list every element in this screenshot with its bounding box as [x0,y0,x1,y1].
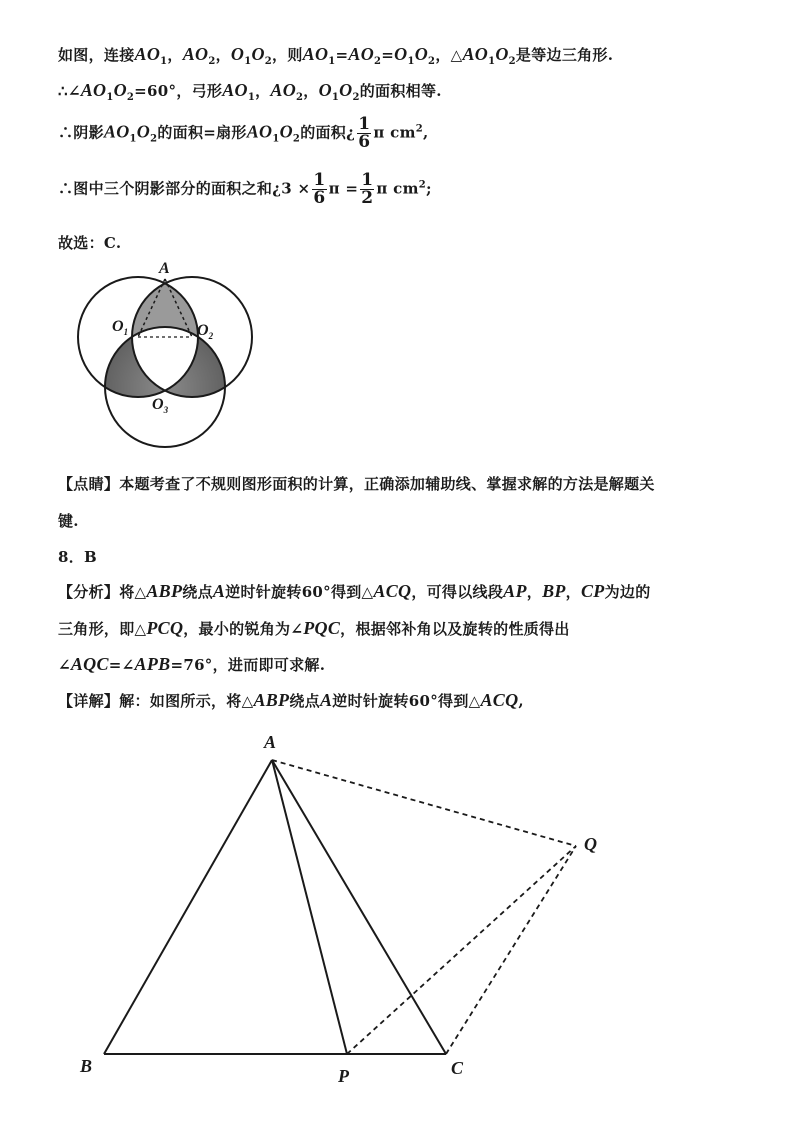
shaded-region-top [60,255,270,465]
label-o3: $O_3$ [152,396,169,415]
segment-ac [272,760,446,1054]
label-o2: $O_2$ [197,322,214,341]
text-line-7: 键. [58,512,79,530]
label-q: Q [584,834,597,854]
label-a: A [159,260,170,277]
segment-ap [272,760,347,1054]
fraction-one-sixth: $\frac{1}{6}$ [313,170,326,208]
text-line-11: ∠AQC=∠APB=76°，进而即可求解. [58,654,326,674]
label-c: C [451,1058,464,1078]
segment-ab [104,760,272,1054]
text-line-3: ∴阴影$AO_1O_2$的面积=扇形$AO_1O_2$的面积¿ $\frac{1}{6}$ π $cm^2$, [58,114,429,152]
text-line-5: 故选：C. [58,234,122,252]
text-line-9: 【分析】将△ABP绕点A逆时针旋转60°得到△ACQ，可得以线段AP，BP，CP为边的 [58,581,651,601]
dashed-pq [347,846,576,1054]
text-line-10: 三角形，即△PCQ，最小的锐角为∠PQC，根据邻补角以及旋转的性质得出 [58,618,570,638]
fraction-one-half: $\frac{1}{2}$ [361,170,374,208]
fraction-one-sixth: $\frac{1}{6}$ [358,114,371,152]
text-line-8: 8．B [58,548,98,566]
label-a: A [264,732,277,752]
text-line-4: ∴图中三个阴影部分的面积之和¿3 × $\frac{1}{6}$ π = $\frac{1}{2}$ π $cm^2$; [58,170,432,208]
label-b: B [80,1056,93,1076]
rotation-triangle-figure [0,720,794,1100]
label-o1: $O_1$ [112,318,129,337]
dashed-cq [446,846,576,1054]
three-circles-figure [60,255,270,465]
text-line-12: 【详解】解：如图所示，将△ABP绕点A逆时针旋转60°得到△ACQ, [58,690,524,710]
dashed-aq [272,760,576,846]
label-p: P [338,1066,349,1086]
text-line-6: 【点睛】本题考查了不规则图形面积的计算，正确添加辅助线、掌握求解的方法是解题关 [58,475,655,493]
text-line-1: 如图，连接$AO_1$，$AO_2$，$O_1O_2$，则$AO_1=AO_2=O_1O_2$，$\triangle AO_1O_2$是等边三角形. [58,44,614,67]
text-line-2: $\therefore\angle AO_1O_2=60^\circ$，弓形$AO_1$，$AO_2$，$O_1O_2$的面积相等. [58,80,442,103]
